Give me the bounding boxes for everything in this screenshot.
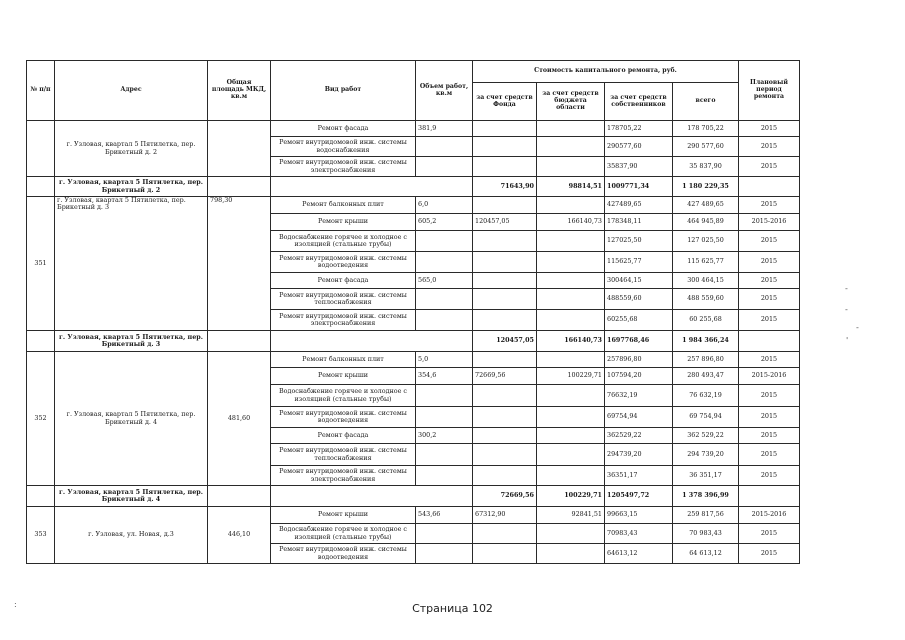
volume-cell xyxy=(416,289,473,310)
col-header-num: № п/п xyxy=(27,61,55,121)
total-cell: 290 577,60 xyxy=(673,137,739,157)
owners-cell: 35837,90 xyxy=(605,157,673,177)
fund-cell: 72669,56 xyxy=(473,486,537,507)
fund-cell: 67312,90 xyxy=(473,507,537,524)
work-type: Ремонт крыши xyxy=(271,214,416,231)
region-cell xyxy=(537,273,605,289)
region-cell xyxy=(537,407,605,428)
fund-cell: 72669,56 xyxy=(473,368,537,385)
row-area xyxy=(208,121,271,177)
total-cell: 257 896,80 xyxy=(673,352,739,368)
fund-cell xyxy=(473,466,537,486)
fund-cell xyxy=(473,252,537,273)
period-cell: 2015 xyxy=(739,385,800,407)
period-cell: 2015 xyxy=(739,466,800,486)
period-cell: 2015 xyxy=(739,310,800,331)
scan-speck: - xyxy=(856,323,859,332)
owners-cell: 107594,20 xyxy=(605,368,673,385)
owners-cell: 178705,22 xyxy=(605,121,673,137)
row-num xyxy=(27,331,55,352)
total-cell: 362 529,22 xyxy=(673,428,739,444)
region-cell xyxy=(537,231,605,252)
volume-cell xyxy=(416,137,473,157)
owners-cell: 1697768,46 xyxy=(605,331,673,352)
region-cell xyxy=(537,197,605,214)
subtotal-label: г. Узловая, квартал 5 Пятилетка, пер. Брикетный д. 4 xyxy=(55,486,208,507)
work-type: Ремонт внутридомовой инж. системы водоотведения xyxy=(271,407,416,428)
volume-cell xyxy=(416,444,473,466)
col-header-owners: за счет средств собственников xyxy=(605,83,673,121)
region-cell xyxy=(537,385,605,407)
fund-cell xyxy=(473,289,537,310)
subtotal-row xyxy=(27,486,800,507)
row-area: 798,30 xyxy=(208,197,271,331)
col-header-total: всего xyxy=(673,83,739,121)
volume-cell xyxy=(416,157,473,177)
row-num xyxy=(27,121,55,177)
total-cell: 64 613,12 xyxy=(673,544,739,564)
period-cell: 2015-2016 xyxy=(739,507,800,524)
work-type: Ремонт крыши xyxy=(271,368,416,385)
period-cell: 2015 xyxy=(739,121,800,137)
period-cell: 2015 xyxy=(739,524,800,544)
volume-cell: 5,0 xyxy=(416,352,473,368)
owners-cell: 294739,20 xyxy=(605,444,673,466)
period-cell xyxy=(739,486,800,507)
owners-cell: 1009771,34 xyxy=(605,177,673,197)
work-type: Ремонт внутридомовой инж. системы электроснабжения xyxy=(271,310,416,331)
volume-cell xyxy=(416,407,473,428)
total-cell: 60 255,68 xyxy=(673,310,739,331)
subtotal-blank xyxy=(271,177,473,197)
work-type: Ремонт внутридомовой инж. системы электроснабжения xyxy=(271,157,416,177)
owners-cell: 300464,15 xyxy=(605,273,673,289)
subtotal-label: г. Узловая, квартал 5 Пятилетка, пер. Брикетный д. 3 xyxy=(55,331,208,352)
total-cell: 427 489,65 xyxy=(673,197,739,214)
scan-speck: ' xyxy=(846,336,849,345)
volume-cell: 381,9 xyxy=(416,121,473,137)
period-cell: 2015 xyxy=(739,289,800,310)
row-num: 352 xyxy=(27,352,55,486)
scan-speck: - xyxy=(845,284,848,293)
region-cell xyxy=(537,310,605,331)
volume-cell: 354,6 xyxy=(416,368,473,385)
subtotal-blank xyxy=(271,486,473,507)
row-address: г. Узловая, квартал 5 Пятилетка, пер. Брикетный д. 4 xyxy=(55,352,208,486)
row-address: г. Узловая, ул. Новая, д.3 xyxy=(55,507,208,564)
fund-cell xyxy=(473,310,537,331)
volume-cell xyxy=(416,524,473,544)
volume-cell: 605,2 xyxy=(416,214,473,231)
work-type: Ремонт фасада xyxy=(271,273,416,289)
region-cell xyxy=(537,157,605,177)
total-cell: 69 754,94 xyxy=(673,407,739,428)
total-cell: 178 705,22 xyxy=(673,121,739,137)
owners-cell: 178348,11 xyxy=(605,214,673,231)
total-cell: 294 739,20 xyxy=(673,444,739,466)
total-cell: 1 378 396,99 xyxy=(673,486,739,507)
fund-cell xyxy=(473,121,537,137)
total-cell: 280 493,47 xyxy=(673,368,739,385)
row-area xyxy=(208,486,271,507)
period-cell: 2015 xyxy=(739,197,800,214)
work-type: Водоснабжение горячее и холодное с изоляцией (стальные трубы) xyxy=(271,524,416,544)
col-header-period: Плановый период ремонта xyxy=(739,61,800,121)
owners-cell: 69754,94 xyxy=(605,407,673,428)
region-cell xyxy=(537,524,605,544)
period-cell: 2015-2016 xyxy=(739,214,800,231)
region-cell: 100229,71 xyxy=(537,486,605,507)
fund-cell xyxy=(473,524,537,544)
period-cell: 2015 xyxy=(739,352,800,368)
table-row xyxy=(27,197,800,214)
work-type: Ремонт внутридомовой инж. системы электроснабжения xyxy=(271,466,416,486)
work-type: Ремонт внутридомовой инж. системы теплоснабжения xyxy=(271,444,416,466)
total-cell: 76 632,19 xyxy=(673,385,739,407)
fund-cell xyxy=(473,137,537,157)
fund-cell xyxy=(473,231,537,252)
total-cell: 127 025,50 xyxy=(673,231,739,252)
volume-cell xyxy=(416,252,473,273)
total-cell: 115 625,77 xyxy=(673,252,739,273)
col-header-address: Адрес xyxy=(55,61,208,121)
period-cell xyxy=(739,331,800,352)
total-cell: 1 984 366,24 xyxy=(673,331,739,352)
region-cell: 100229,71 xyxy=(537,368,605,385)
period-cell: 2015 xyxy=(739,444,800,466)
capital-repair-table xyxy=(26,60,800,564)
table-row xyxy=(27,121,800,137)
region-cell xyxy=(537,544,605,564)
owners-cell: 70983,43 xyxy=(605,524,673,544)
row-area xyxy=(208,177,271,197)
region-cell xyxy=(537,466,605,486)
scan-speck: - xyxy=(845,305,848,314)
owners-cell: 488559,60 xyxy=(605,289,673,310)
total-cell: 488 559,60 xyxy=(673,289,739,310)
volume-cell xyxy=(416,231,473,252)
table-row xyxy=(27,352,800,368)
row-num: 353 xyxy=(27,507,55,564)
work-type: Ремонт фасада xyxy=(271,121,416,137)
subtotal-label: г. Узловая, квартал 5 Пятилетка, пер. Брикетный д. 2 xyxy=(55,177,208,197)
volume-cell: 543,66 xyxy=(416,507,473,524)
fund-cell: 120457,05 xyxy=(473,214,537,231)
period-cell: 2015 xyxy=(739,231,800,252)
fund-cell xyxy=(473,407,537,428)
col-header-work-type: Вид работ xyxy=(271,61,416,121)
fund-cell: 120457,05 xyxy=(473,331,537,352)
period-cell: 2015 xyxy=(739,252,800,273)
region-cell: 166140,73 xyxy=(537,214,605,231)
period-cell: 2015 xyxy=(739,137,800,157)
owners-cell: 290577,60 xyxy=(605,137,673,157)
region-cell: 166140,73 xyxy=(537,331,605,352)
period-cell: 2015 xyxy=(739,407,800,428)
work-type: Ремонт внутридомовой инж. системы теплоснабжения xyxy=(271,289,416,310)
region-cell: 92841,51 xyxy=(537,507,605,524)
region-cell xyxy=(537,121,605,137)
owners-cell: 127025,50 xyxy=(605,231,673,252)
total-cell: 1 180 229,35 xyxy=(673,177,739,197)
owners-cell: 36351,17 xyxy=(605,466,673,486)
col-header-cost-group: Стоимость капитального ремонта, руб. xyxy=(473,61,739,83)
work-type: Ремонт внутридомовой инж. системы водоснабжения xyxy=(271,137,416,157)
region-cell xyxy=(537,252,605,273)
volume-cell xyxy=(416,385,473,407)
subtotal-row xyxy=(27,177,800,197)
row-num xyxy=(27,177,55,197)
row-address: г. Узловая, квартал 5 Пятилетка, пер. Брикетный д. 3 xyxy=(55,197,208,331)
region-cell xyxy=(537,352,605,368)
fund-cell xyxy=(473,157,537,177)
row-area xyxy=(208,331,271,352)
col-header-fund: за счет средств Фонда xyxy=(473,83,537,121)
owners-cell: 1205497,72 xyxy=(605,486,673,507)
period-cell xyxy=(739,177,800,197)
fund-cell xyxy=(473,428,537,444)
work-type: Ремонт фасада xyxy=(271,428,416,444)
region-cell: 98814,51 xyxy=(537,177,605,197)
col-header-region-budget: за счет средств бюджета области xyxy=(537,83,605,121)
owners-cell: 362529,22 xyxy=(605,428,673,444)
total-cell: 35 837,90 xyxy=(673,157,739,177)
fund-cell xyxy=(473,385,537,407)
region-cell xyxy=(537,289,605,310)
owners-cell: 427489,65 xyxy=(605,197,673,214)
region-cell xyxy=(537,444,605,466)
fund-cell xyxy=(473,197,537,214)
col-header-volume: Объем работ, кв.м xyxy=(416,61,473,121)
fund-cell xyxy=(473,273,537,289)
work-type: Ремонт крыши xyxy=(271,507,416,524)
volume-cell xyxy=(416,466,473,486)
owners-cell: 257896,80 xyxy=(605,352,673,368)
work-type: Водоснабжение горячее и холодное с изоляцией (стальные трубы) xyxy=(271,231,416,252)
row-num xyxy=(27,486,55,507)
total-cell: 70 983,43 xyxy=(673,524,739,544)
row-address: г. Узловая, квартал 5 Пятилетка, пер. Брикетный д. 2 xyxy=(55,121,208,177)
period-cell: 2015 xyxy=(739,544,800,564)
page-number: Страница 102 xyxy=(412,602,493,615)
subtotal-blank xyxy=(271,331,473,352)
owners-cell: 99663,15 xyxy=(605,507,673,524)
period-cell: 2015 xyxy=(739,428,800,444)
work-type: Ремонт балконных плит xyxy=(271,197,416,214)
fund-cell: 71643,90 xyxy=(473,177,537,197)
region-cell xyxy=(537,137,605,157)
owners-cell: 76632,19 xyxy=(605,385,673,407)
volume-cell xyxy=(416,310,473,331)
scan-speck: : xyxy=(14,600,17,609)
table-row xyxy=(27,507,800,524)
fund-cell xyxy=(473,352,537,368)
total-cell: 259 817,56 xyxy=(673,507,739,524)
row-area: 481,60 xyxy=(208,352,271,486)
owners-cell: 115625,77 xyxy=(605,252,673,273)
owners-cell: 64613,12 xyxy=(605,544,673,564)
row-area: 446,10 xyxy=(208,507,271,564)
fund-cell xyxy=(473,544,537,564)
work-type: Ремонт внутридомовой инж. системы водоотведения xyxy=(271,252,416,273)
period-cell: 2015 xyxy=(739,273,800,289)
subtotal-row xyxy=(27,331,800,352)
total-cell: 36 351,17 xyxy=(673,466,739,486)
work-type: Ремонт внутридомовой инж. системы водоотведения xyxy=(271,544,416,564)
work-type: Ремонт балконных плит xyxy=(271,352,416,368)
fund-cell xyxy=(473,444,537,466)
volume-cell: 6,0 xyxy=(416,197,473,214)
row-num: 351 xyxy=(27,197,55,331)
total-cell: 300 464,15 xyxy=(673,273,739,289)
period-cell: 2015 xyxy=(739,157,800,177)
volume-cell xyxy=(416,544,473,564)
volume-cell: 565,0 xyxy=(416,273,473,289)
total-cell: 464 945,89 xyxy=(673,214,739,231)
owners-cell: 60255,68 xyxy=(605,310,673,331)
work-type: Водоснабжение горячее и холодное с изоляцией (стальные трубы) xyxy=(271,385,416,407)
period-cell: 2015-2016 xyxy=(739,368,800,385)
col-header-area: Общая площадь МКД, кв.м xyxy=(208,61,271,121)
volume-cell: 300,2 xyxy=(416,428,473,444)
region-cell xyxy=(537,428,605,444)
